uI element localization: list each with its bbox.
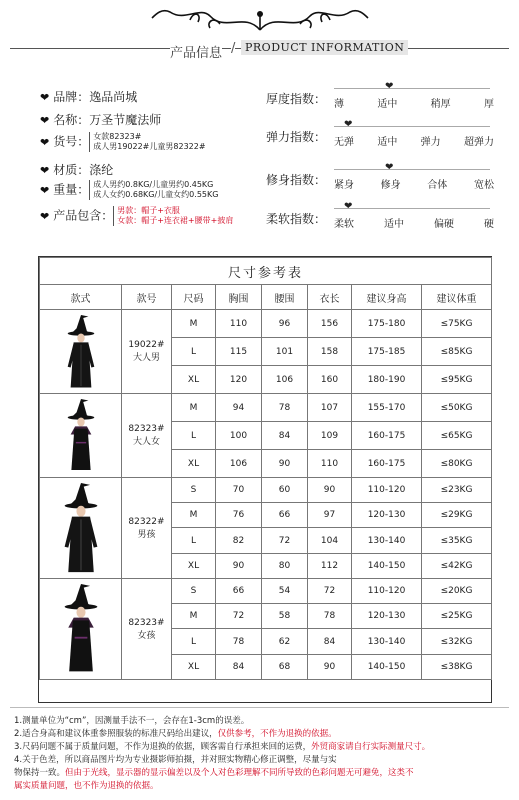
heart-marker-icon: ❤: [344, 201, 353, 212]
table-cell: 110-120: [352, 478, 422, 503]
table-header: 款号: [122, 285, 172, 310]
table-cell: S: [172, 579, 216, 604]
style-image-cell: [40, 310, 122, 394]
name-value: 万圣节魔法师: [89, 113, 162, 127]
index-scale-line: [334, 208, 490, 209]
sku-line-2: 成人男19022#儿童男82322#: [93, 142, 206, 151]
table-cell: 72: [308, 579, 352, 604]
table-cell: L: [172, 528, 216, 554]
table-cell: 72: [216, 604, 262, 629]
package-row: [40, 206, 233, 226]
table-cell: 107: [308, 394, 352, 422]
table-cell: 160-175: [352, 450, 422, 478]
index-option: 紧身: [334, 180, 354, 191]
page-title: 产品信息: [170, 42, 222, 61]
sku-kind: 大人女: [132, 437, 160, 447]
table-row: [40, 579, 492, 604]
table-cell: ≤65KG: [422, 422, 492, 450]
brand-label: 品牌：: [53, 90, 90, 104]
package-label: 产品包含：: [53, 208, 114, 223]
table-cell: 72: [262, 528, 308, 554]
table-cell: 94: [216, 394, 262, 422]
table-cell: ≤80KG: [422, 450, 492, 478]
style-image-cell: [40, 478, 122, 579]
adult-male-wizard-figure: [51, 315, 111, 389]
heart-icon: ❤: [40, 164, 50, 177]
table-cell: 156: [308, 310, 352, 338]
decorative-ornament: [150, 2, 370, 38]
sku-line-1: 女款82323#: [93, 132, 142, 141]
table-cell: L: [172, 629, 216, 655]
index-option: 适中: [377, 99, 398, 110]
table-header: 建议体重: [422, 285, 492, 310]
table-header: 建议身高: [352, 285, 422, 310]
sku-kind: 女孩: [137, 630, 156, 641]
name-label: 名称：: [53, 113, 90, 127]
package-line-2: 女款：帽子+连衣裙+腰带+披肩: [117, 216, 234, 225]
table-cell: 97: [308, 503, 352, 528]
size-table-title: 尺寸参考表: [40, 258, 492, 285]
heart-icon: ❤: [40, 183, 50, 197]
table-cell: 80: [262, 554, 308, 579]
index-option: 合体: [427, 180, 448, 191]
table-cell: ≤50KG: [422, 394, 492, 422]
sku-kind: 大人男: [132, 353, 160, 363]
note-warning: 但由于光线，显示器的显示偏差以及个人对色彩理解不同所导致的色彩问题无可避免，这类不: [65, 768, 414, 778]
index-option: 超弹力: [463, 137, 494, 148]
table-cell: 130-140: [352, 629, 422, 655]
table-cell: XL: [172, 450, 216, 478]
sku-row: [40, 132, 206, 152]
girl-witch-figure: [51, 584, 111, 675]
table-cell: 106: [262, 366, 308, 394]
boy-wizard-figure: [51, 483, 111, 574]
index-option: 弹力: [420, 137, 441, 148]
material-label: 材质：: [53, 163, 90, 177]
package-line-1: 男款：帽子+衣服: [117, 206, 180, 215]
table-cell: M: [172, 503, 216, 528]
table-cell: 110: [308, 450, 352, 478]
sku-cell: [122, 310, 172, 394]
table-cell: 120: [216, 366, 262, 394]
table-row: [40, 394, 492, 422]
table-cell: 130-140: [352, 528, 422, 554]
note-text: 2.适合身高和建议体重参照服装的标准尺码给出建议，: [14, 729, 218, 739]
table-cell: 78: [308, 604, 352, 629]
table-cell: 160-175: [352, 422, 422, 450]
table-cell: XL: [172, 366, 216, 394]
table-cell: ≤25KG: [422, 604, 492, 629]
table-cell: 115: [216, 338, 262, 366]
table-cell: L: [172, 338, 216, 366]
table-cell: 104: [308, 528, 352, 554]
brand-value: 逸品尚城: [89, 90, 138, 104]
table-cell: ≤95KG: [422, 366, 492, 394]
note-line: [14, 716, 514, 727]
table-header: 尺码: [172, 285, 216, 310]
note-text: 4.关于色差，所以商品图片均为专业摄影师拍摄，并对照实物精心修正调整，尽量与实: [14, 755, 337, 765]
index-label: 厚度指数：: [266, 92, 327, 106]
note-text: 1.测量单位为“cm”，因测量手法不一，会存在1-3cm的误差。: [14, 716, 250, 726]
table-cell: 90: [308, 655, 352, 680]
page-title-en: PRODUCT INFORMATION: [241, 40, 408, 55]
title-slash: /: [231, 41, 236, 56]
brand-row: [40, 88, 137, 105]
index-option: 稍厚: [430, 99, 451, 110]
note-text: 物保持一致。: [14, 768, 66, 778]
table-cell: 84: [308, 629, 352, 655]
table-cell: 140-150: [352, 554, 422, 579]
table-cell: 78: [262, 394, 308, 422]
index-option: 修身: [380, 180, 401, 191]
table-cell: 112: [308, 554, 352, 579]
index-label: 修身指数：: [266, 173, 327, 187]
table-cell: ≤42KG: [422, 554, 492, 579]
note-line: [14, 781, 514, 792]
note-warning: 属实质量问题，也不作为退换的依据。: [14, 781, 159, 791]
table-cell: ≤23KG: [422, 478, 492, 503]
table-cell: 100: [216, 422, 262, 450]
table-cell: 90: [308, 478, 352, 503]
index-option: 适中: [384, 219, 404, 230]
table-cell: 158: [308, 338, 352, 366]
index-option: 厚: [483, 99, 494, 110]
weight-values: [89, 180, 218, 200]
heart-icon: ❤: [40, 135, 50, 149]
note-text: 3.尺码问题不属于质量问题，不作为退换的依据，顾客需自行承担来回的运费，: [14, 742, 312, 752]
sku-cell: [122, 579, 172, 680]
sku-number: 82323#: [128, 617, 165, 628]
table-cell: 155-170: [352, 394, 422, 422]
index-option: 适中: [377, 137, 398, 148]
material-row: [40, 161, 113, 178]
table-row: [40, 478, 492, 503]
size-table: [38, 256, 492, 703]
table-cell: XL: [172, 554, 216, 579]
table-cell: 54: [262, 579, 308, 604]
table-cell: 109: [308, 422, 352, 450]
index-options: [334, 215, 494, 230]
table-cell: 76: [216, 503, 262, 528]
style-image-cell: [40, 394, 122, 478]
table-cell: 90: [262, 450, 308, 478]
note-line: [14, 742, 514, 753]
sku-cell: [122, 478, 172, 579]
table-cell: 82: [216, 528, 262, 554]
sku-values: [89, 132, 205, 152]
table-header: 腰围: [262, 285, 308, 310]
heart-marker-icon: ❤: [385, 162, 394, 173]
material-value: 涤纶: [89, 163, 114, 177]
table-cell: 70: [216, 478, 262, 503]
table-cell: 58: [262, 604, 308, 629]
table-cell: M: [172, 394, 216, 422]
index-scale-line: [334, 126, 490, 127]
index-label: 弹力指数：: [266, 130, 327, 144]
table-cell: S: [172, 478, 216, 503]
sku-number: 82323#: [128, 424, 165, 434]
style-image-cell: [40, 579, 122, 680]
note-warning: 仅供参考，不作为退换的依据。: [217, 729, 337, 739]
table-cell: 120-130: [352, 503, 422, 528]
name-row: [40, 111, 161, 128]
table-cell: ≤32KG: [422, 629, 492, 655]
table-header: 款式: [40, 285, 122, 310]
table-cell: 96: [262, 310, 308, 338]
index-label: 柔软指数：: [266, 212, 327, 226]
table-cell: XL: [172, 655, 216, 680]
package-values: [113, 206, 233, 226]
table-cell: M: [172, 604, 216, 629]
note-line: [14, 755, 514, 766]
table-row: [40, 310, 492, 338]
heart-marker-icon: ❤: [385, 81, 394, 92]
index-option: 薄: [334, 99, 344, 110]
sku-kind: 男孩: [137, 529, 156, 540]
table-cell: M: [172, 310, 216, 338]
table-cell: ≤35KG: [422, 528, 492, 554]
notes-divider: [10, 707, 509, 708]
weight-label: 重量：: [53, 182, 90, 197]
note-warning: 外贸商家请自行实际测量尺寸。: [311, 742, 431, 752]
table-cell: 78: [216, 629, 262, 655]
index-options: [334, 176, 494, 191]
table-cell: 175-185: [352, 338, 422, 366]
table-cell: ≤85KG: [422, 338, 492, 366]
table-cell: ≤75KG: [422, 310, 492, 338]
weight-row: [40, 180, 218, 200]
table-cell: 66: [262, 503, 308, 528]
weight-line-1: 成人男约0.8KG/儿童男约0.45KG: [93, 180, 214, 189]
index-option: 无弹: [334, 137, 354, 148]
table-cell: 60: [262, 478, 308, 503]
index-options: [334, 95, 494, 110]
index-option: 偏硬: [434, 219, 454, 230]
table-cell: 90: [216, 554, 262, 579]
table-cell: 101: [262, 338, 308, 366]
index-scale-line: [334, 169, 490, 170]
index-options: [334, 133, 494, 148]
heart-marker-icon: ❤: [344, 119, 353, 130]
table-cell: ≤29KG: [422, 503, 492, 528]
table-header: 胸围: [216, 285, 262, 310]
table-cell: ≤38KG: [422, 655, 492, 680]
heart-icon: ❤: [40, 209, 50, 223]
table-cell: 140-150: [352, 655, 422, 680]
note-line: [14, 768, 514, 779]
sku-number: 19022#: [128, 340, 165, 350]
weight-line-2: 成人女约0.68KG/儿童女约0.55KG: [93, 190, 219, 199]
table-cell: 106: [216, 450, 262, 478]
table-cell: 66: [216, 579, 262, 604]
index-option: 宽松: [473, 180, 494, 191]
sku-cell: [122, 394, 172, 478]
table-cell: 110-120: [352, 579, 422, 604]
table-cell: 84: [262, 422, 308, 450]
table-cell: 84: [216, 655, 262, 680]
table-cell: 62: [262, 629, 308, 655]
index-option: 柔软: [334, 219, 354, 230]
table-cell: 175-180: [352, 310, 422, 338]
table-cell: 110: [216, 310, 262, 338]
table-cell: ≤20KG: [422, 579, 492, 604]
table-header: 衣长: [308, 285, 352, 310]
table-cell: L: [172, 422, 216, 450]
heart-icon: ❤: [40, 114, 50, 127]
adult-female-witch-figure: [51, 399, 111, 473]
sku-label: 货号：: [53, 134, 90, 149]
table-cell: 120-130: [352, 604, 422, 629]
table-cell: 68: [262, 655, 308, 680]
table-cell: 160: [308, 366, 352, 394]
table-cell: 180-190: [352, 366, 422, 394]
index-scale-line: [334, 88, 490, 89]
index-option: 硬: [484, 219, 494, 230]
note-line: [14, 729, 514, 740]
sku-number: 82322#: [128, 516, 165, 527]
heart-icon: ❤: [40, 91, 50, 104]
